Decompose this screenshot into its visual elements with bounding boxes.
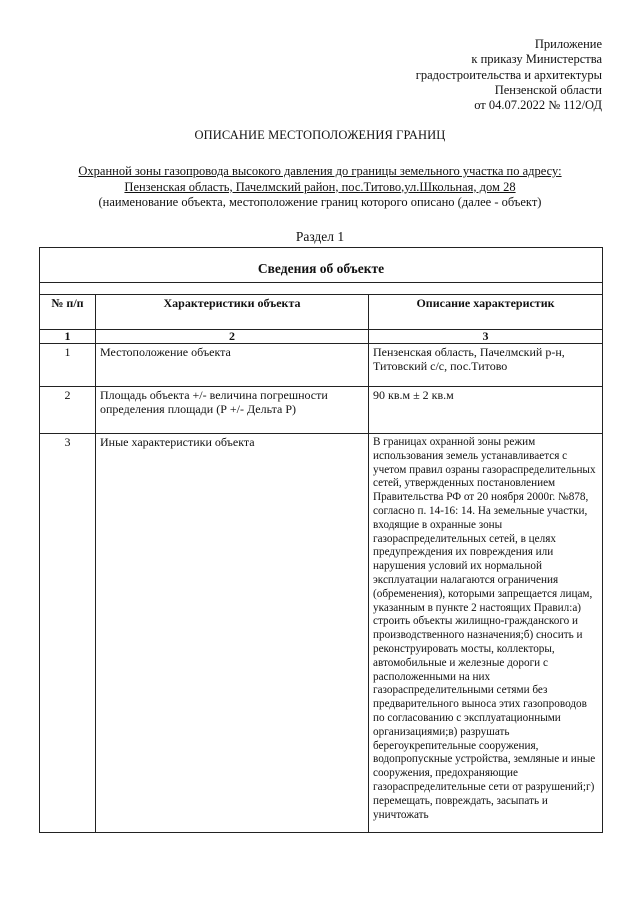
row-characteristic: Местоположение объекта (96, 344, 369, 387)
section-title: Раздел 1 (295, 229, 345, 244)
appendix-line: градостроительства и архитектуры (415, 67, 602, 82)
appendix-block (416, 37, 602, 113)
column-header-row (40, 295, 603, 330)
appendix-line: к приказу Министерства (471, 52, 602, 67)
object-name-block (40, 164, 600, 211)
row-description: 90 кв.м ± 2 кв.м (369, 387, 603, 434)
document-title: ОПИСАНИЕ МЕСТОПОЛОЖЕНИЯ ГРАНИЦ (194, 128, 446, 142)
object-name-line-1: Охранной зоны газопровода высокого давления до границы земельного участка по адресу: (78, 164, 562, 178)
appendix-line: от 04.07.2022 № 112/ОД (474, 98, 602, 113)
table-spacer-cell (40, 283, 603, 295)
row-number: 1 (40, 344, 96, 387)
column-number-2: 2 (96, 330, 369, 344)
row-number: 3 (40, 434, 96, 833)
column-number-1: 1 (40, 330, 96, 344)
column-header-num: № п/п (40, 295, 96, 330)
object-name-caption: (наименование объекта, местоположение границ которого описано (далее - объект) (98, 195, 542, 209)
column-number-row (40, 330, 603, 344)
row-description: В границах охранной зоны режим использования земель устанавливается с учетом правил озраны газораспределительных сетей, утвержденных постановлением Правительства РФ от 20 ноября 2000г. №878, согласно п. 14-16: 14. На земельные участки, входящие в охранные зоны газораспределительных сетей, в целях предупреждения их повреждения или нарушения условий их нормальной эксплуатации налагаются ограничения (обременения), которыми запрещается лицам, указанным в пункте 2 настоящих Правил:а) строить объекты жилищно-гражданского и производственного назначения;б) сносить и реконструировать мосты, коллекторы, автомобильные и железные дороги с расположенными на них газораспределительными сетями без предварительного выноса этих газопроводов по согласованию с эксплуатационными организациями;в) разрушать берегоукрепительные сооружения, водопропускные устройства, земляные и иные сооружения, предохраняющие газораспределительные сети от разрушений;г) перемещать, повреждать, засыпать и уничтожать (373, 436, 596, 821)
column-header-characteristics: Характеристики объекта (96, 295, 369, 330)
row-description-cell (369, 434, 603, 833)
row-characteristic: Иные характеристики объекта (96, 434, 369, 833)
column-header-description: Описание характеристик (369, 295, 603, 330)
table-row (40, 387, 603, 434)
table-heading (40, 248, 603, 283)
column-number-3: 3 (369, 330, 603, 344)
row-description: Пензенская область, Пачелмский р-н, Титовский с/с, пос.Титово (369, 344, 603, 387)
row-number: 2 (40, 387, 96, 434)
table-heading-text: Сведения об объекте (257, 261, 385, 277)
appendix-line: Приложение (534, 37, 602, 51)
table-row (40, 434, 603, 833)
object-name-line-2: Пензенская область, Пачелмский район, пос.Титово,ул.Школьная, дом 28 (124, 179, 516, 194)
row-characteristic: Площадь объекта +/- величина погрешности определения площади (Р +/- Дельта Р) (96, 387, 369, 434)
table-row (40, 344, 603, 387)
appendix-line: Пензенской области (494, 82, 602, 97)
table-spacer-row (40, 283, 603, 295)
object-info-table (39, 247, 603, 833)
